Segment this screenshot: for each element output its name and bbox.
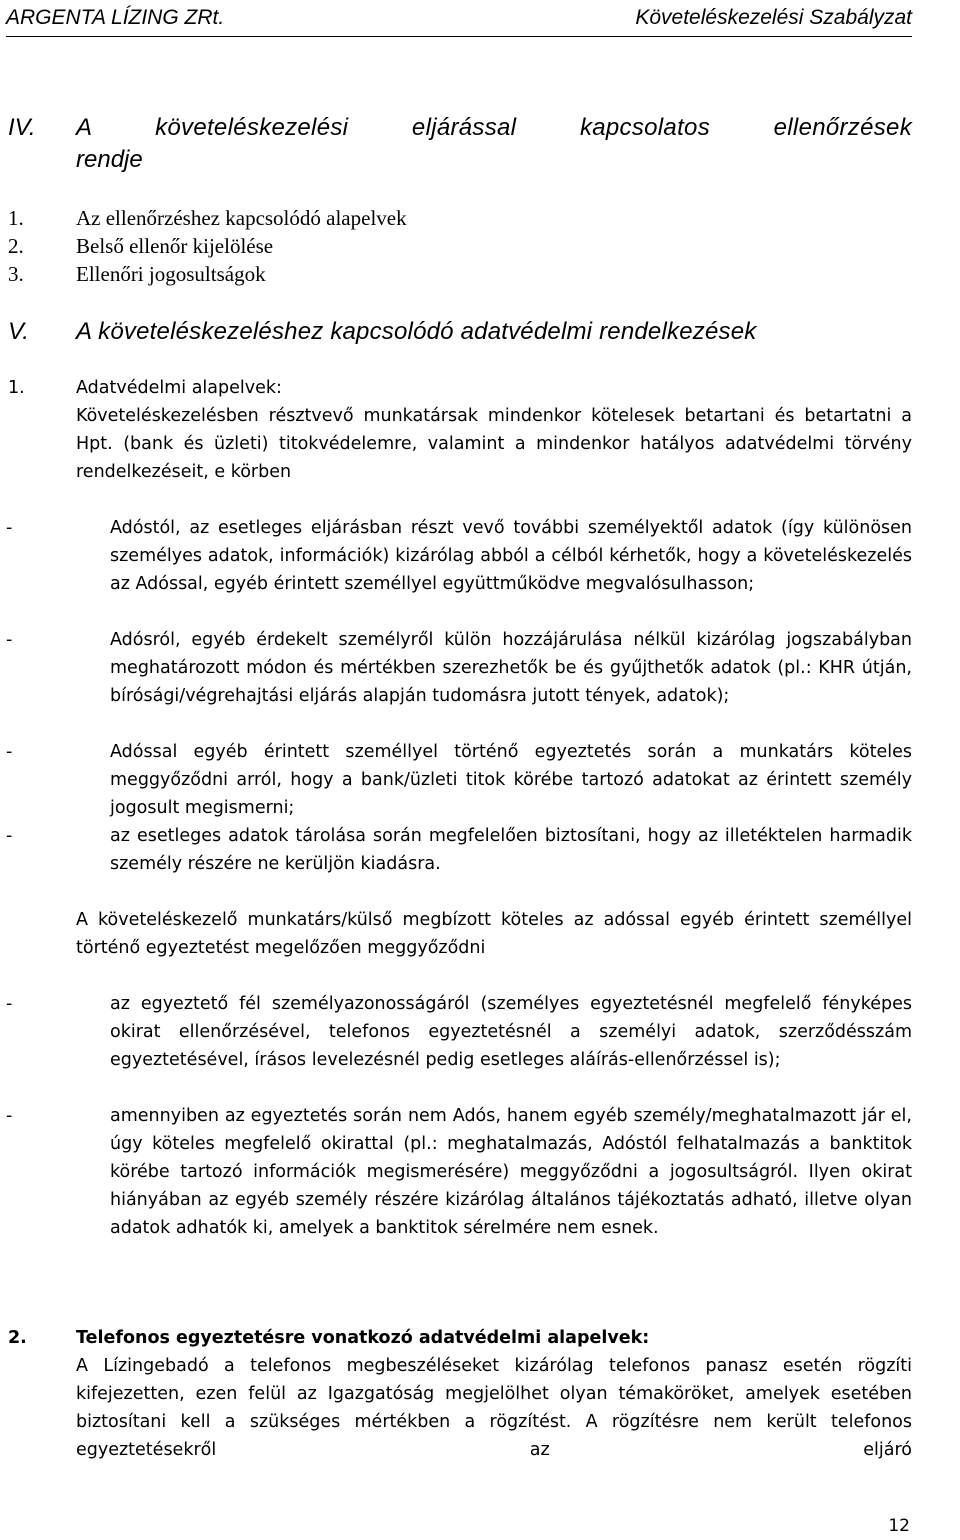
header-rule — [6, 36, 912, 37]
subsection-2-title: Telefonos egyeztetésre vonatkozó adatvédelmi alapelvek: — [76, 1328, 650, 1348]
section-v-number: V. — [8, 318, 29, 345]
section-v-title: A követeléskezeléshez kapcsolódó adatvédelmi rendelkezések — [76, 318, 757, 345]
header-company: ARGENTA LÍZING ZRt. — [6, 6, 225, 29]
section-iv-heading — [8, 112, 912, 176]
subsection-2-number: 2. — [8, 1328, 27, 1348]
subsection-1-paragraph-1: Követeléskezelésben résztvevő munkatársak mindenkor kötelesek betartani és betartatni a Hpt. (bank és üzleti) titokvédelemre, valamint a mindenkor hatályos adatvédelmi törvény rendelkezéseit, e körben — [76, 406, 912, 482]
list-item: 3. Ellenőri jogosultságok — [8, 262, 266, 286]
subsection-2-paragraph: A Lízingebadó a telefonos megbeszéléseket kizárólag telefonos panasz esetén rögzíti kifejezetten, ezen felül az Igazgatóság megjelölhet olyan témaköröket, amelyek esetében biztosítani kell a szükséges mértékben a rögzítést. A rögzítésre nem került telefonos egyeztetésekről az eljáró — [76, 1356, 912, 1460]
bullet-dash: - — [6, 994, 13, 1014]
list-item: 1. Az ellenőrzéshez kapcsolódó alapelvek — [8, 206, 407, 230]
section-iv-number: IV. — [8, 114, 36, 141]
list-item: 2. Belső ellenőr kijelölése — [8, 234, 274, 258]
section-iv-title-line1: A követeléskezelési eljárással kapcsolatos ellenőrzések — [76, 114, 912, 141]
subsection-1-paragraph-2: A követeléskezelő munkatárs/külső megbízott köteles az adóssal egyéb érintett személlyel történő egyeztetést megelőzően meggyőződni — [76, 910, 912, 958]
bullet-dash: - — [6, 826, 13, 846]
page-number: 12 — [888, 1516, 910, 1536]
bullet-dash: - — [6, 742, 13, 762]
subsection-1-heading — [8, 374, 912, 402]
bullet-dash: - — [6, 518, 13, 538]
header-document-title: Követeléskezelési Szabályzat — [635, 6, 912, 29]
bullet-dash: - — [6, 1106, 13, 1126]
subsection-1-number: 1. — [8, 378, 25, 398]
subsection-2-heading — [8, 1324, 912, 1352]
bullet-dash: - — [6, 630, 13, 650]
section-v-heading — [8, 316, 912, 348]
section-iv-title-line2: rendje — [76, 146, 143, 173]
page-header — [6, 2, 912, 34]
subsection-1-title: Adatvédelmi alapelvek: — [76, 378, 282, 398]
section-iv-list — [8, 204, 912, 288]
